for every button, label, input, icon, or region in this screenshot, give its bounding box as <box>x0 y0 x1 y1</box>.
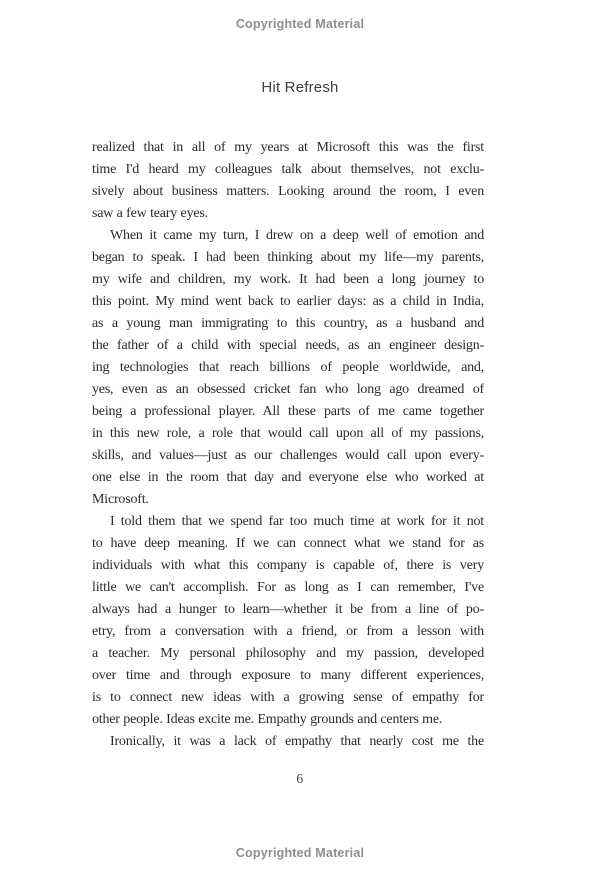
text-line: always had a hunger to learn—whether it be from a line of po- <box>92 602 484 617</box>
text-line: is to connect new ideas with a growing sense of empathy for <box>92 690 484 705</box>
text-line: skills, and values—just as our challenges would call upon every- <box>92 448 484 463</box>
text-line: Microsoft. <box>92 492 149 507</box>
text-line: realized that in all of my years at Microsoft this was the first <box>92 140 484 155</box>
text-line: sively about business matters. Looking around the room, I even <box>92 184 484 199</box>
page-number: 6 <box>296 771 304 786</box>
text-line: ing technologies that reach billions of people worldwide, and, <box>92 360 484 375</box>
text-line: this point. My mind went back to earlier days: as a child in India, <box>92 294 484 309</box>
running-header: Hit Refresh <box>261 79 339 96</box>
text-line: being a professional player. All these parts of me came together <box>92 404 484 419</box>
text-line: over time and through exposure to many different experiences, <box>92 668 484 683</box>
text-line: a teacher. My personal philosophy and my passion, developed <box>92 646 484 661</box>
copyright-notice-top: Copyrighted Material <box>235 17 365 31</box>
text-line: saw a few teary eyes. <box>92 206 208 221</box>
text-line: individuals with what this company is capable of, there is very <box>92 558 484 573</box>
text-line: yes, even as an obsessed cricket fan who long ago dreamed of <box>92 382 484 397</box>
text-line: other people. Ideas excite me. Empathy grounds and centers me. <box>92 712 443 727</box>
text-line: began to speak. I had been thinking about my life—my parents, <box>92 250 484 265</box>
text-line: I told them that we spend far too much time at work for it not <box>110 514 484 529</box>
text-line: one else in the room that day and everyone else who worked at <box>92 470 484 485</box>
text-line: etry, from a conversation with a friend, or from a lesson with <box>92 624 484 639</box>
copyright-notice-bottom: Copyrighted Material <box>235 846 365 860</box>
text-line: the father of a child with special needs, as an engineer design- <box>92 338 484 353</box>
text-line: to have deep meaning. If we can connect what we stand for as <box>92 536 484 551</box>
text-line: my wife and children, my work. It had been a long journey to <box>92 272 484 287</box>
text-line: as a young man immigrating to this country, as a husband and <box>92 316 484 331</box>
text-line: little we can't accomplish. For as long as I can remember, I've <box>92 580 484 595</box>
text-line: When it came my turn, I drew on a deep well of emotion and <box>110 228 484 243</box>
page-body-text <box>92 137 484 753</box>
text-line: in this new role, a role that would call upon all of my passions, <box>92 426 484 441</box>
text-line: time I'd heard my colleagues talk about themselves, not exclu- <box>92 162 484 177</box>
text-line: Ironically, it was a lack of empathy that nearly cost me the <box>110 734 484 749</box>
